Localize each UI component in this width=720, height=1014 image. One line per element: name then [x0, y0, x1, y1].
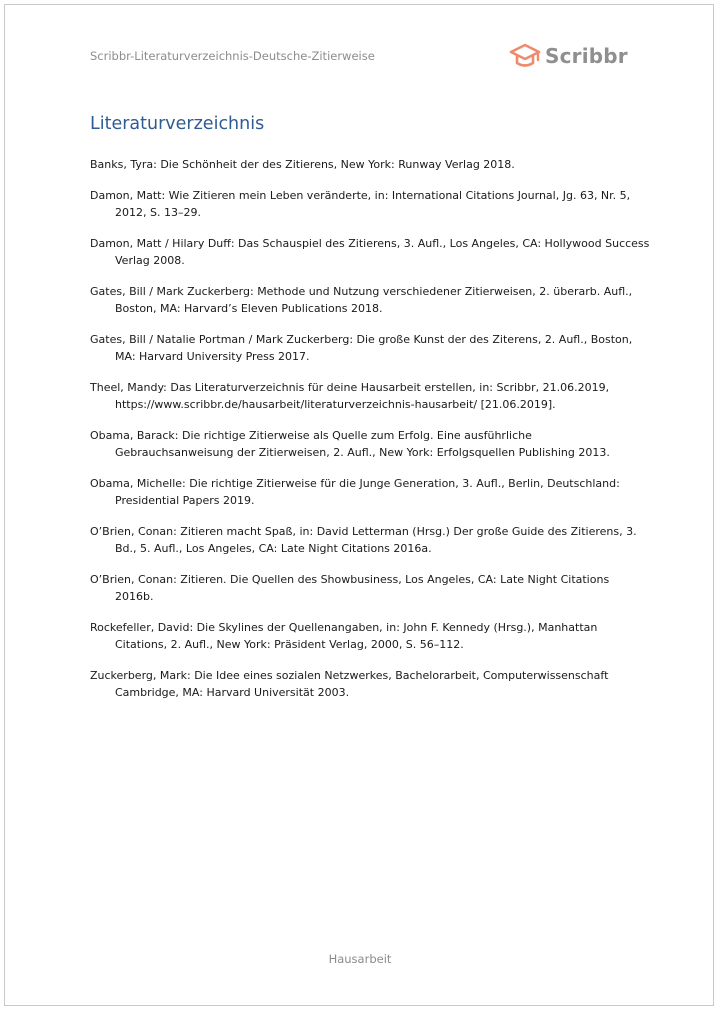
bibliography-entry: Obama, Michelle: Die richtige Zitierweise für die Junge Generation, 3. Aufl., Berlin, Deutschland: Presidential Papers 2019.	[90, 477, 620, 507]
bibliography-entry: O’Brien, Conan: Zitieren macht Spaß, in: David Letterman (Hrsg.) Der große Guide des Zitierens, 3. Bd., 5. Aufl., Los Angeles, CA: Late Night Citations 2016a.	[90, 525, 637, 555]
bibliography-list	[90, 156, 650, 715]
bibliography-entry: Gates, Bill / Mark Zuckerberg: Methode und Nutzung verschiedener Zitierweisen, 2. überarb. Aufl., Boston, MA: Harvard’s Eleven Publications 2018.	[90, 285, 633, 315]
graduation-cap-icon	[508, 42, 542, 70]
bibliography-entry: Zuckerberg, Mark: Die Idee eines sozialen Netzwerkes, Bachelorarbeit, Computerwissenschaft Cambridge, MA: Harvard Universität 2003.	[90, 669, 609, 699]
header-title: Scribbr-Literaturverzeichnis-Deutsche-Zitierweise	[90, 49, 375, 63]
bibliography-entry: Banks, Tyra: Die Schönheit der des Zitierens, New York: Runway Verlag 2018.	[90, 158, 515, 171]
bibliography-entry: Rockefeller, David: Die Skylines der Quellenangaben, in: John F. Kennedy (Hrsg.), Manhattan Citations, 2. Aufl., New York: Präsident Verlag, 2000, S. 56–112.	[90, 621, 598, 651]
bibliography-entry: Damon, Matt: Wie Zitieren mein Leben veränderte, in: International Citations Journal, Jg. 63, Nr. 5, 2012, S. 13–29.	[90, 189, 631, 219]
bibliography-entry: Damon, Matt / Hilary Duff: Das Schauspiel des Zitierens, 3. Aufl., Los Angeles, CA: Hollywood Success Verlag 2008.	[90, 237, 650, 267]
document-page	[4, 4, 714, 1006]
footer-text: Hausarbeit	[328, 952, 392, 966]
page-heading: Literaturverzeichnis	[90, 114, 265, 134]
logo-wordmark: Scribbr	[545, 44, 628, 68]
bibliography-entry: Gates, Bill / Natalie Portman / Mark Zuckerberg: Die große Kunst der des Ziterens, 2. Aufl., Boston, MA: Harvard University Press 2017.	[90, 333, 633, 363]
scribbr-logo	[508, 41, 628, 71]
bibliography-entry: Theel, Mandy: Das Literaturverzeichnis für deine Hausarbeit erstellen, in: Scribbr, 21.06.2019, https://www.scribbr.de/hausarbeit/literaturverzeichnis-hausarbeit/ [21.06.2019].	[90, 381, 610, 411]
bibliography-entry: O’Brien, Conan: Zitieren. Die Quellen des Showbusiness, Los Angeles, CA: Late Night Citations 2016b.	[90, 573, 610, 603]
bibliography-entry: Obama, Barack: Die richtige Zitierweise als Quelle zum Erfolg. Eine ausführliche Gebrauchsanweisung der Zitierweisen, 2. Aufl., New York: Erfolgsquellen Publishing 2013.	[90, 429, 610, 459]
